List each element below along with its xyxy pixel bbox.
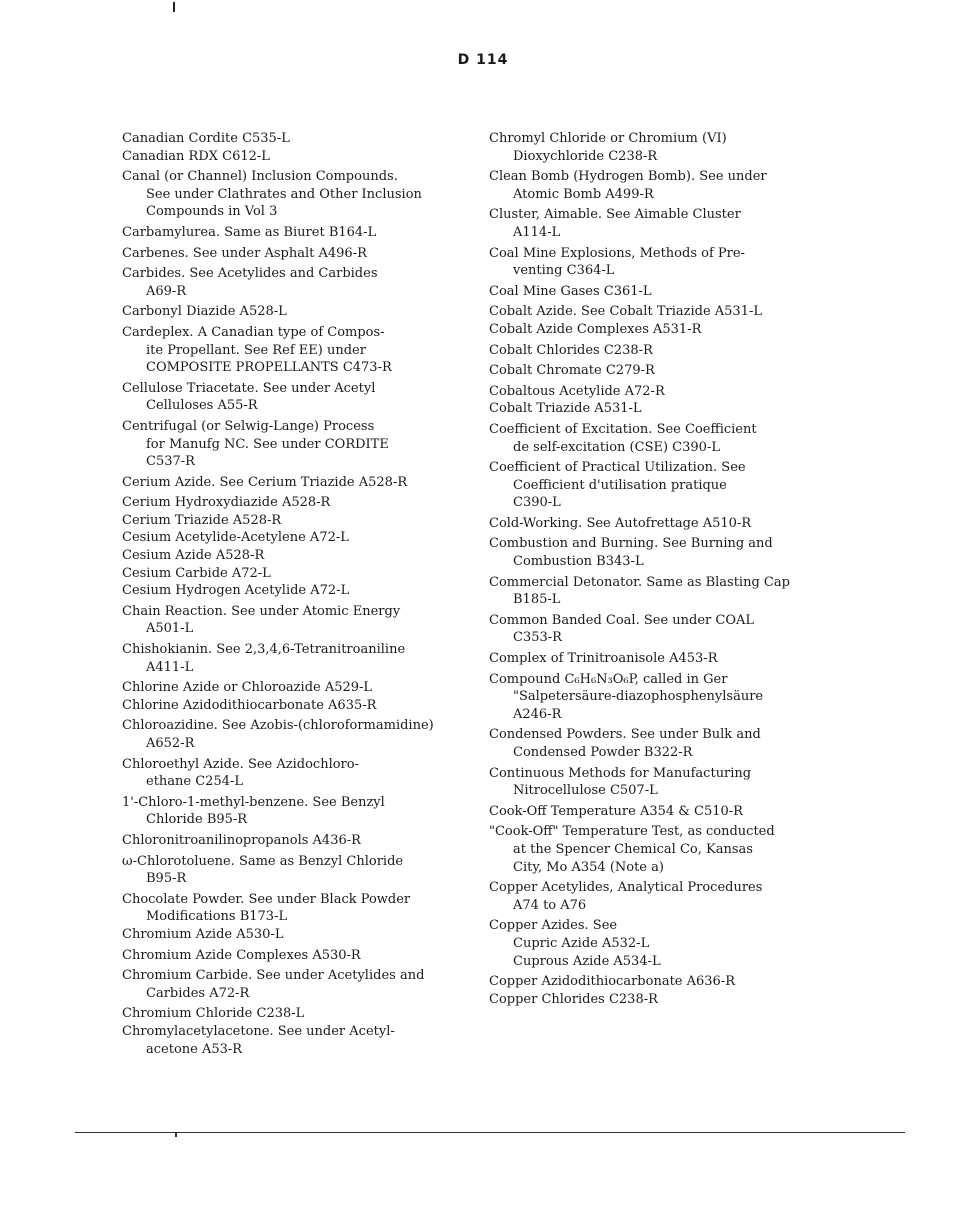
- entry-heading: Chishokianin. See 2,3,4,6-Tetranitroaniline: [122, 642, 406, 658]
- entry-continuation: A114-L: [513, 224, 561, 240]
- entry-continuation: C537-R: [146, 454, 195, 470]
- entry-heading: Copper Acetylides, Analytical Procedures: [489, 880, 763, 896]
- index-entry: [489, 130, 839, 165]
- entry-continuation: A411-L: [146, 659, 194, 675]
- entry-continuation: de self-excitation (CSE) C390-L: [513, 439, 720, 455]
- entry-heading: Canal (or Channel) Inclusion Compounds.: [122, 169, 398, 185]
- entry-continuation: Coefficient d'utilisation pratique: [513, 477, 727, 493]
- entry-heading: Coal Mine Gases C361-L: [489, 283, 652, 299]
- entry-heading: Coal Mine Explosions, Methods of Pre-: [489, 245, 745, 261]
- entry-continuation: A246-R: [513, 706, 562, 722]
- index-entry: [489, 917, 839, 970]
- entry-heading: Cellulose Triacetate. See under Acetyl: [122, 380, 376, 396]
- entry-heading: Coefficient of Practical Utilization. See: [489, 460, 746, 476]
- index-entry: [122, 303, 474, 321]
- entry-heading: Condensed Powders. See under Bulk and: [489, 727, 761, 743]
- entry-continuation: Carbides A72-R: [146, 985, 250, 1001]
- entry-heading: Cesium Azide A528-R: [122, 548, 265, 564]
- index-entry: [122, 547, 474, 565]
- entry-heading: Chlorine Azidodithiocarbonate A635-R: [122, 697, 377, 713]
- entry-heading: Carbides. See Acetylides and Carbides: [122, 266, 378, 282]
- entry-continuation: ite Propellant. See Ref EE) under: [146, 342, 366, 358]
- index-entry: [122, 380, 474, 415]
- entry-continuation: A501-L: [146, 621, 194, 637]
- index-entry: [489, 973, 839, 991]
- entry-continuation: venting C364-L: [513, 263, 615, 279]
- index-entry: [122, 1005, 474, 1023]
- entry-heading: Copper Chlorides C238-R: [489, 991, 658, 1007]
- entry-continuation: ethane C254-L: [146, 774, 244, 790]
- entry-continuation: A74 to A76: [513, 897, 587, 913]
- index-entry: [489, 535, 839, 570]
- index-entry: [122, 717, 474, 752]
- entry-heading: Cobalt Chlorides C238-R: [489, 342, 653, 358]
- index-entry: [489, 321, 839, 339]
- entry-continuation: Chloride B95-R: [146, 812, 248, 828]
- entry-heading: Chloroethyl Azide. See Azidochloro-: [122, 756, 359, 772]
- entry-heading: Chloroazidine. See Azobis-(chloroformamidine): [122, 718, 434, 734]
- index-entry: [489, 383, 839, 401]
- index-entry: [489, 168, 839, 203]
- index-entry: [122, 926, 474, 944]
- index-entry: [122, 794, 474, 829]
- index-entry: [122, 697, 474, 715]
- index-entry: [122, 947, 474, 965]
- index-entry: [489, 303, 839, 321]
- index-entry: [489, 726, 839, 761]
- entry-continuation: Combustion B343-L: [513, 554, 644, 570]
- index-entry: [122, 756, 474, 791]
- entry-continuation: Condensed Powder B322-R: [513, 745, 693, 760]
- index-entry: [489, 823, 839, 876]
- index-entry: [489, 515, 839, 533]
- entry-heading: Complex of Trinitroanisole A453-R: [489, 651, 718, 667]
- entry-continuation: Compounds in Vol 3: [146, 204, 278, 220]
- entry-continuation: B95-R: [146, 871, 187, 887]
- index-column-left: [122, 130, 474, 1058]
- index-entry: [489, 342, 839, 360]
- entry-heading: Cluster, Aimable. See Aimable Cluster: [489, 207, 741, 223]
- index-entry: [489, 991, 839, 1009]
- entry-heading: Carbonyl Diazide A528-L: [122, 304, 287, 320]
- index-column-right: [489, 130, 839, 1008]
- index-entry: [489, 765, 839, 800]
- entry-heading: Cold-Working. See Autofrettage A510-R: [489, 515, 752, 531]
- entry-continuation: A652-R: [146, 736, 195, 751]
- entry-continuation: Celluloses A55-R: [146, 398, 258, 414]
- entry-heading: Cardeplex. A Canadian type of Compos-: [122, 324, 385, 340]
- entry-heading: Cobalt Azide Complexes A531-R: [489, 321, 702, 337]
- page-number: D 114: [457, 52, 509, 68]
- entry-continuation: B185-L: [513, 592, 561, 608]
- index-entry: [489, 206, 839, 241]
- entry-heading: Copper Azidodithiocarbonate A636-R: [489, 974, 736, 990]
- index-entry: [122, 603, 474, 638]
- index-entry: [122, 494, 474, 512]
- index-entry: [489, 803, 839, 821]
- index-entry: [489, 650, 839, 668]
- index-entry: [489, 362, 839, 380]
- entry-heading: ω-Chlorotoluene. Same as Benzyl Chloride: [122, 853, 404, 869]
- entry-continuation: City, Mo A354 (Note a): [513, 859, 664, 875]
- top-margin-mark: [173, 2, 175, 12]
- entry-heading: Carbenes. See under Asphalt A496-R: [122, 245, 367, 261]
- entry-heading: Cerium Hydroxydiazide A528-R: [122, 495, 331, 511]
- index-entry: [489, 574, 839, 609]
- index-entry: [122, 565, 474, 583]
- entry-heading: Chloronitroanilinopropanols A436-R: [122, 832, 361, 848]
- index-entry: [122, 641, 474, 676]
- entry-heading: Chlorine Azide or Chloroazide A529-L: [122, 680, 373, 696]
- index-entry: [122, 679, 474, 697]
- index-entry: [122, 853, 474, 888]
- entry-heading: Chromyl Chloride or Chromium (VI): [489, 131, 727, 146]
- entry-heading: Canadian RDX C612-L: [122, 148, 270, 164]
- entry-heading: Chromium Chloride C238-L: [122, 1006, 305, 1022]
- entry-continuation: A69-R: [146, 283, 187, 299]
- entry-continuation: "Salpetersäure-diazophosphenylsäure: [513, 689, 764, 705]
- bottom-rule: [75, 1132, 905, 1133]
- index-entry: [122, 245, 474, 263]
- entry-heading: Chromium Azide A530-L: [122, 926, 284, 942]
- index-entry: [489, 671, 839, 724]
- index-entry: [122, 418, 474, 471]
- entry-heading: "Cook-Off" Temperature Test, as conducted: [489, 824, 775, 840]
- index-entry: [489, 400, 839, 418]
- index-entry: [122, 1023, 474, 1058]
- entry-heading: Carbamylurea. Same as Biuret B164-L: [122, 224, 377, 240]
- entry-continuation: Cuprous Azide A534-L: [513, 953, 661, 969]
- entry-heading: Cobalt Chromate C279-R: [489, 363, 655, 379]
- entry-heading: Chromium Carbide. See under Acetylides and: [122, 968, 425, 984]
- entry-heading: Commercial Detonator. Same as Blasting Cap: [489, 574, 790, 590]
- index-entry: [122, 265, 474, 300]
- index-entry: [489, 612, 839, 647]
- index-entry: [122, 224, 474, 242]
- entry-heading: Clean Bomb (Hydrogen Bomb). See under: [489, 169, 767, 185]
- entry-heading: Cook-Off Temperature A354 & C510-R: [489, 803, 743, 819]
- index-entry: [122, 474, 474, 492]
- entry-heading: Chromium Azide Complexes A530-R: [122, 947, 361, 963]
- entry-heading: 1'-Chloro-1-methyl-benzene. See Benzyl: [122, 794, 385, 810]
- index-entry: [489, 459, 839, 512]
- index-entry: [122, 891, 474, 926]
- index-entry: [122, 148, 474, 166]
- entry-continuation: COMPOSITE PROPELLANTS C473-R: [146, 360, 392, 376]
- entry-heading: Compound C₆H₆N₃O₆P, called in Ger: [489, 671, 728, 687]
- index-entry: [489, 245, 839, 280]
- bottom-rule-tick: [175, 1132, 177, 1137]
- entry-heading: Continuous Methods for Manufacturing: [489, 765, 752, 781]
- entry-heading: Cobalt Azide. See Cobalt Triazide A531-L: [489, 304, 762, 320]
- entry-heading: Copper Azides. See: [489, 918, 618, 934]
- entry-heading: Chain Reaction. See under Atomic Energy: [122, 603, 401, 619]
- entry-heading: Centrifugal (or Selwig-Lange) Process: [122, 418, 375, 434]
- entry-heading: Coefficient of Excitation. See Coefficient: [489, 421, 757, 437]
- index-entry: [489, 421, 839, 456]
- entry-continuation: C353-R: [513, 630, 562, 646]
- index-entry: [489, 879, 839, 914]
- entry-continuation: Dioxychloride C238-R: [513, 148, 658, 164]
- entry-continuation: for Manufg NC. See under CORDITE: [146, 436, 389, 452]
- entry-continuation: C390-L: [513, 495, 561, 511]
- entry-heading: Canadian Cordite C535-L: [122, 131, 290, 146]
- index-entry: [122, 130, 474, 148]
- entry-heading: Common Banded Coal. See under COAL: [489, 612, 755, 628]
- entry-heading: Cobalt Triazide A531-L: [489, 401, 642, 417]
- index-entry: [122, 512, 474, 530]
- entry-heading: Cesium Hydrogen Acetylide A72-L: [122, 583, 350, 599]
- entry-continuation: acetone A53-R: [146, 1041, 243, 1057]
- index-entry: [122, 832, 474, 850]
- entry-continuation: See under Clathrates and Other Inclusion: [146, 186, 422, 202]
- entry-heading: Chromylacetylacetone. See under Acetyl-: [122, 1023, 395, 1039]
- entry-heading: Cesium Carbide A72-L: [122, 565, 271, 581]
- index-entry: [122, 529, 474, 547]
- entry-heading: Cerium Azide. See Cerium Triazide A528-R: [122, 474, 408, 490]
- entry-continuation: Cupric Azide A532-L: [513, 935, 650, 951]
- entry-heading: Cesium Acetylide-Acetylene A72-L: [122, 530, 349, 546]
- entry-heading: Cobaltous Acetylide A72-R: [489, 383, 665, 399]
- index-entry: [122, 324, 474, 377]
- entry-continuation: at the Spencer Chemical Co, Kansas: [513, 841, 753, 857]
- entry-continuation: Modifications B173-L: [146, 909, 288, 925]
- index-entry: [122, 967, 474, 1002]
- index-entry: [122, 168, 474, 221]
- index-entry: [122, 582, 474, 600]
- entry-heading: Cerium Triazide A528-R: [122, 512, 282, 528]
- entry-heading: Combustion and Burning. See Burning and: [489, 536, 773, 552]
- index-entry: [489, 283, 839, 301]
- entry-continuation: Nitrocellulose C507-L: [513, 783, 658, 799]
- entry-heading: Chocolate Powder. See under Black Powder: [122, 891, 411, 907]
- entry-continuation: Atomic Bomb A499-R: [513, 186, 654, 202]
